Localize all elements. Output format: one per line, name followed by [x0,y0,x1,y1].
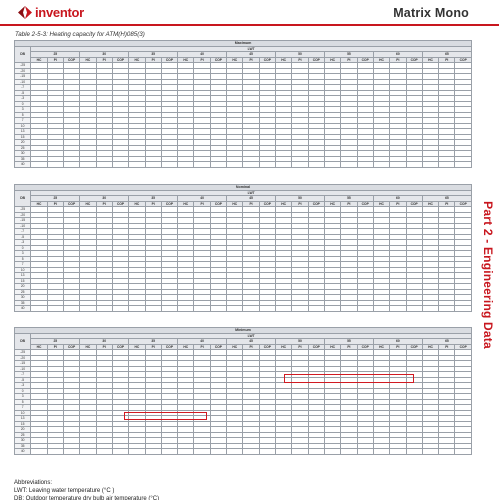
oat-value: 5 [15,256,31,262]
sub-header: PI [390,201,406,207]
data-cell [161,162,177,168]
corner-cell: DB [15,333,31,350]
data-cell [455,306,472,312]
sub-header: COP [406,344,422,350]
oat-value: 10 [15,123,31,129]
data-cell [194,449,210,455]
lwt-value: 35 [129,52,178,58]
sub-header: PI [292,57,308,63]
oat-value: 20 [15,427,31,433]
model-name: Matrix Mono [393,6,469,20]
data-cell [96,449,112,455]
oat-value: 7 [15,262,31,268]
oat-value: 10 [15,267,31,273]
section-title: Maximum [15,41,472,47]
sub-header: HC [31,201,47,207]
sub-header: HC [80,344,96,350]
lwt-value: 65 [422,196,471,202]
oat-value: -5 [15,90,31,96]
data-cell [178,306,194,312]
oat-value: 13 [15,273,31,279]
sub-header: COP [210,201,226,207]
sub-header: HC [227,57,243,63]
oat-value: 13 [15,129,31,135]
data-cell [308,162,324,168]
data-cell [357,449,373,455]
data-cell [63,449,79,455]
data-cell [341,449,357,455]
oat-value: 35 [15,300,31,306]
sub-header: HC [178,201,194,207]
data-cell [80,162,96,168]
abbreviation-db: DB: Outdoor temperature dry bulb air temperature (°C) [14,496,160,500]
oat-value: -15 [15,218,31,224]
sub-header: PI [439,57,455,63]
sub-header: PI [292,344,308,350]
sub-header: COP [308,57,324,63]
sub-header: PI [390,344,406,350]
sub-header: HC [324,57,340,63]
sub-header: HC [324,344,340,350]
data-cell [373,162,389,168]
data-cell [63,306,79,312]
lwt-value: 65 [422,339,471,345]
sub-header: HC [31,57,47,63]
lwt-value: 50 [276,339,325,345]
data-cell [243,306,259,312]
sub-header: PI [194,201,210,207]
data-cell [31,306,47,312]
sub-header: HC [276,57,292,63]
data-cell [341,306,357,312]
table-caption: Table 2-5-3: Heating capacity for ATM(H)085(3) [15,31,145,38]
oat-value: -7 [15,229,31,235]
oat-value: 7 [15,405,31,411]
data-cell [276,449,292,455]
sub-header: HC [129,57,145,63]
oat-value: 30 [15,151,31,157]
sub-header: HC [276,344,292,350]
sub-header: PI [341,201,357,207]
data-cell [227,162,243,168]
data-cell [161,306,177,312]
table-row [15,162,472,168]
data-cell [80,449,96,455]
sub-header: PI [292,201,308,207]
data-cell [31,162,47,168]
data-cell [324,306,340,312]
brand-name: inventor [35,5,84,20]
sub-header: HC [422,344,438,350]
data-cell [80,306,96,312]
sub-header: COP [455,57,472,63]
data-cell [390,306,406,312]
data-cell [308,306,324,312]
sub-header: PI [96,57,112,63]
oat-value: -7 [15,85,31,91]
data-cell [292,162,308,168]
lwt-label: LWT [31,333,472,339]
lwt-value: 40 [178,196,227,202]
sub-header: PI [341,57,357,63]
data-cell [341,162,357,168]
sub-header: PI [439,201,455,207]
lwt-value: 55 [324,52,373,58]
data-cell [227,449,243,455]
data-cell [210,162,226,168]
page-header [0,0,499,26]
data-cell [422,162,438,168]
sub-header: HC [178,57,194,63]
sub-header: PI [341,344,357,350]
oat-value: 20 [15,284,31,290]
data-cell [31,449,47,455]
sub-header: COP [406,201,422,207]
lwt-value: 25 [31,196,80,202]
sub-header: COP [357,201,373,207]
lwt-value: 40 [178,339,227,345]
data-cell [243,449,259,455]
data-cell [455,449,472,455]
table-row [15,449,472,455]
oat-value: -20 [15,68,31,74]
lwt-value: 45 [227,339,276,345]
data-cell [308,449,324,455]
sub-header: HC [227,344,243,350]
sub-header: HC [276,201,292,207]
data-cell [292,449,308,455]
lwt-value: 45 [227,52,276,58]
oat-value: 40 [15,449,31,455]
sub-header: PI [145,201,161,207]
data-cell [112,449,128,455]
oat-value: 25 [15,145,31,151]
oat-value: 3 [15,251,31,257]
maximum-capacity-table [14,40,472,168]
data-cell [439,162,455,168]
oat-value: 35 [15,443,31,449]
data-cell [47,449,63,455]
lwt-value: 50 [276,196,325,202]
sub-header: COP [161,201,177,207]
sub-header: COP [112,57,128,63]
data-cell [194,306,210,312]
oat-value: 40 [15,306,31,312]
data-cell [47,162,63,168]
data-cell [194,162,210,168]
sub-header: HC [80,57,96,63]
data-cell [373,306,389,312]
oat-value: 10 [15,410,31,416]
sub-header: PI [390,57,406,63]
oat-value: 25 [15,289,31,295]
sub-header: COP [357,344,373,350]
data-cell [406,449,422,455]
oat-value: -20 [15,212,31,218]
data-cell [292,306,308,312]
side-label: Part 2 - Engineering Data [481,201,495,349]
sub-header: HC [31,344,47,350]
lwt-value: 45 [227,196,276,202]
sub-header: COP [259,57,275,63]
data-cell [96,162,112,168]
data-cell [47,306,63,312]
brand-logo-icon [18,6,32,19]
sub-header: HC [178,344,194,350]
oat-value: -25 [15,350,31,356]
lwt-value: 50 [276,52,325,58]
oat-value: 15 [15,421,31,427]
oat-value: -20 [15,355,31,361]
oat-value: 5 [15,399,31,405]
oat-value: -25 [15,207,31,213]
oat-value: -5 [15,377,31,383]
sub-header: COP [210,57,226,63]
abbreviations [14,479,159,500]
data-cell [129,306,145,312]
data-cell [112,306,128,312]
sub-header: PI [194,57,210,63]
data-cell [96,306,112,312]
sub-header: COP [210,344,226,350]
lwt-value: 35 [129,196,178,202]
sub-header: HC [227,201,243,207]
lwt-label: LWT [31,46,472,52]
oat-value: 0 [15,388,31,394]
sub-header: COP [406,57,422,63]
sub-header: PI [145,344,161,350]
lwt-value: 30 [80,339,129,345]
data-cell [406,306,422,312]
sub-header: COP [112,201,128,207]
oat-value: 20 [15,140,31,146]
sub-header: COP [259,344,275,350]
data-cell [210,449,226,455]
data-cell [178,162,194,168]
lwt-label: LWT [31,190,472,196]
sub-header: COP [63,57,79,63]
data-cell [439,449,455,455]
sub-header: COP [455,344,472,350]
data-cell [455,162,472,168]
oat-value: -3 [15,96,31,102]
data-cell [63,162,79,168]
data-cell [439,306,455,312]
data-cell [324,162,340,168]
lwt-value: 35 [129,339,178,345]
lwt-value: 55 [324,196,373,202]
lwt-value: 55 [324,339,373,345]
corner-cell: DB [15,190,31,207]
data-cell [178,449,194,455]
sub-header: COP [308,201,324,207]
minimum-capacity-table [14,327,472,455]
sub-header: COP [259,201,275,207]
sub-header: PI [96,344,112,350]
oat-value: 15 [15,134,31,140]
oat-value: -10 [15,366,31,372]
data-cell [129,449,145,455]
sub-header: COP [112,344,128,350]
sub-header: COP [161,344,177,350]
lwt-value: 60 [373,52,422,58]
data-cell [324,449,340,455]
data-cell [161,449,177,455]
section-title: Minimum [15,328,472,334]
sub-header: COP [63,344,79,350]
oat-value: 25 [15,432,31,438]
oat-value: -7 [15,372,31,378]
data-cell [145,162,161,168]
section-title: Nominal [15,185,472,191]
data-cell [259,449,275,455]
oat-value: 0 [15,101,31,107]
abbreviations-title: Abbreviations: [14,480,53,486]
sub-header: PI [243,344,259,350]
data-cell [406,162,422,168]
sub-header: PI [96,201,112,207]
lwt-value: 25 [31,52,80,58]
data-cell [243,162,259,168]
sub-header: PI [145,57,161,63]
sub-header: HC [373,344,389,350]
sub-header: PI [47,57,63,63]
lwt-value: 60 [373,196,422,202]
oat-value: 40 [15,162,31,168]
sub-header: COP [161,57,177,63]
oat-value: 15 [15,278,31,284]
lwt-value: 40 [178,52,227,58]
data-cell [210,306,226,312]
sub-header: HC [129,201,145,207]
data-cell [373,449,389,455]
oat-value: -10 [15,223,31,229]
data-cell [259,162,275,168]
sub-header: PI [243,57,259,63]
sub-header: PI [243,201,259,207]
data-cell [129,162,145,168]
data-cell [276,162,292,168]
sub-header: HC [373,201,389,207]
data-cell [422,449,438,455]
oat-value: -15 [15,74,31,80]
oat-value: 0 [15,245,31,251]
sub-header: HC [422,201,438,207]
sub-header: PI [47,201,63,207]
data-cell [357,306,373,312]
lwt-value: 60 [373,339,422,345]
sub-header: HC [422,57,438,63]
data-cell [145,306,161,312]
sub-header: COP [63,201,79,207]
oat-value: 35 [15,156,31,162]
oat-value: 30 [15,295,31,301]
lwt-value: 30 [80,196,129,202]
sub-header: COP [357,57,373,63]
sub-header: HC [129,344,145,350]
sub-header: HC [373,57,389,63]
corner-cell: DB [15,46,31,63]
oat-value: -3 [15,383,31,389]
lwt-value: 30 [80,52,129,58]
oat-value: 3 [15,394,31,400]
oat-value: -10 [15,79,31,85]
table-row [15,306,472,312]
oat-value: 5 [15,112,31,118]
data-cell [390,449,406,455]
oat-value: -15 [15,361,31,367]
data-cell [422,306,438,312]
sub-header: COP [308,344,324,350]
sub-header: HC [80,201,96,207]
sub-header: PI [47,344,63,350]
data-cell [357,162,373,168]
sub-header: HC [324,201,340,207]
lwt-value: 25 [31,339,80,345]
data-cell [390,162,406,168]
oat-value: -5 [15,234,31,240]
oat-value: 30 [15,438,31,444]
brand-logo [18,5,84,20]
data-cell [145,449,161,455]
lwt-value: 65 [422,52,471,58]
sub-header: PI [439,344,455,350]
data-cell [227,306,243,312]
data-cell [112,162,128,168]
data-cell [259,306,275,312]
oat-value: 13 [15,416,31,422]
oat-value: 7 [15,118,31,124]
oat-value: -3 [15,240,31,246]
sub-header: COP [455,201,472,207]
nominal-capacity-table [14,184,472,312]
data-cell [276,306,292,312]
sub-header: PI [194,344,210,350]
oat-value: 3 [15,107,31,113]
oat-value: -25 [15,63,31,69]
abbreviation-lwt: LWT: Leaving water temperature (°C ) [14,488,115,494]
